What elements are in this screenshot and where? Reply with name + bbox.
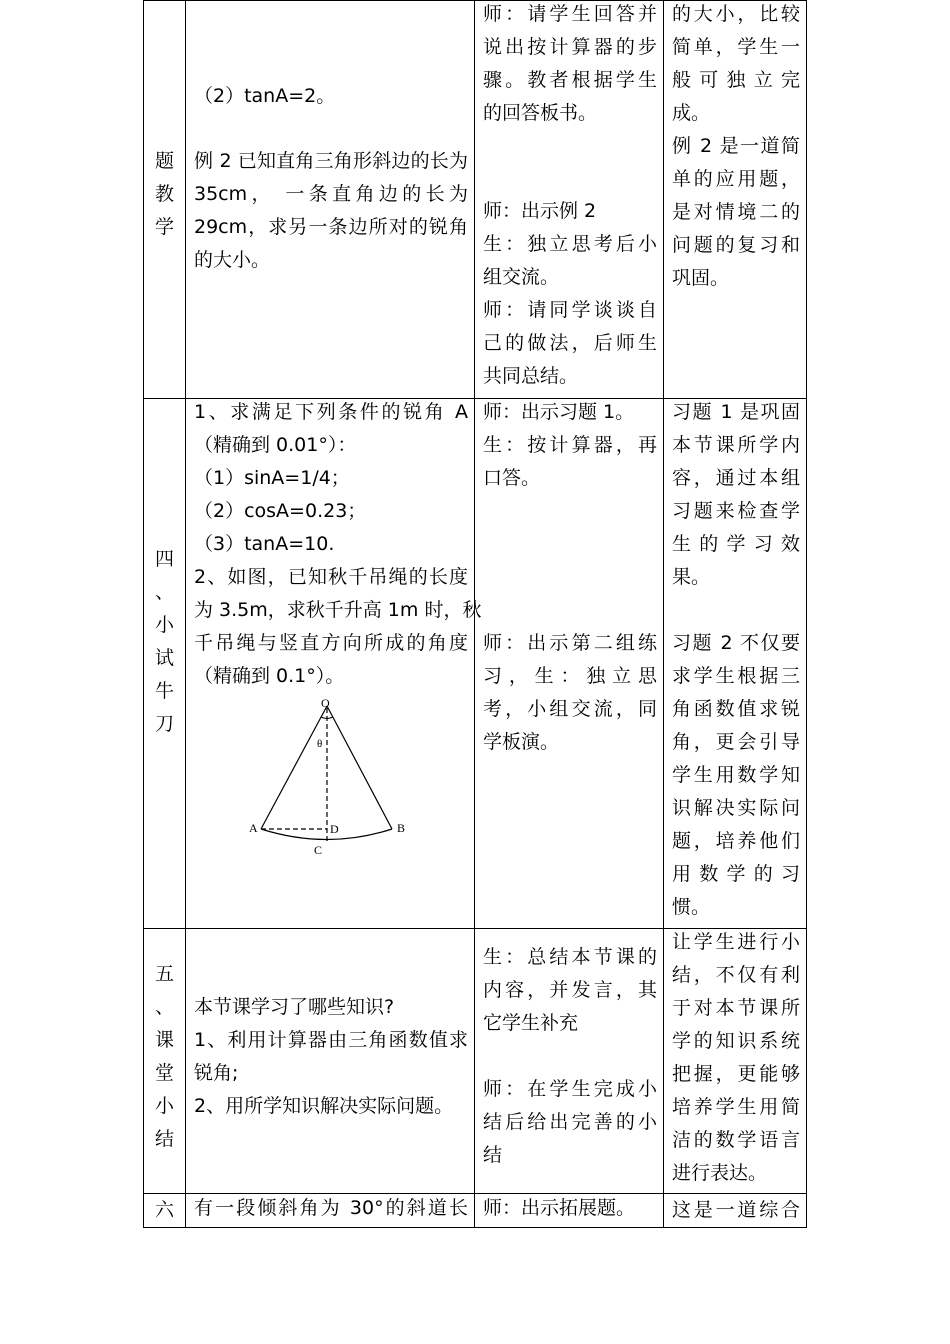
- activity-line: 习，生：独立思: [483, 665, 657, 687]
- intent-line: 题，培养他们: [672, 830, 800, 852]
- activity-cell: [475, 1, 664, 399]
- intent-line: 成。: [672, 102, 711, 124]
- activity-line: 口答。: [483, 467, 541, 489]
- intent-line: 单的应用题，: [672, 168, 800, 190]
- section-char: 学: [154, 216, 174, 238]
- section-cell: [144, 929, 186, 1194]
- intent-line: 果。: [672, 566, 711, 588]
- label-d: D: [330, 822, 339, 836]
- activity-line: 师：出示习题 1。: [483, 401, 635, 423]
- content-line: （1）sinA=1/4；: [194, 467, 350, 489]
- intent-cell: [664, 1, 807, 399]
- intent-line: 的大小，比较: [672, 3, 800, 25]
- section-char: 堂: [154, 1062, 174, 1084]
- content-line: （2）cosA=0.23；: [194, 500, 367, 522]
- content-line: 1、求满足下列条件的锐角 A: [194, 401, 468, 423]
- intent-cell: [664, 929, 807, 1194]
- content-line: 锐角;: [194, 1062, 239, 1084]
- section-char: 刀: [154, 713, 174, 735]
- intent-line: 这是一道综合: [672, 1199, 800, 1221]
- section-char: 小: [154, 614, 174, 636]
- intent-line: 角，更会引导: [672, 731, 800, 753]
- intent-line: 学生用数学知: [672, 764, 800, 786]
- table-row: [144, 929, 807, 1194]
- activity-line: 师：出示第二组练: [483, 632, 657, 654]
- content-cell: [186, 1194, 475, 1228]
- intent-line: 巩固。: [672, 267, 730, 289]
- table-row: [144, 399, 807, 929]
- intent-cell: [664, 1194, 807, 1228]
- intent-line: 简单，学生一: [672, 36, 800, 58]
- activity-line: 内容，并发言，其: [483, 979, 657, 1001]
- activity-line: 的回答板书。: [483, 102, 598, 124]
- activity-cell: [475, 929, 664, 1194]
- intent-line: 把握，更能够: [672, 1063, 800, 1085]
- intent-line: 识解决实际问: [672, 797, 800, 819]
- intent-line: 例 2 是一道简: [672, 135, 800, 157]
- intent-line: 求学生根据三: [672, 665, 800, 687]
- activity-cell: [475, 399, 664, 929]
- activity-line: 生：按计算器，再: [483, 434, 657, 456]
- content-line: 2、如图，已知秋千吊绳的长度: [194, 566, 468, 588]
- content-line: （精确到 0.1°）。: [194, 665, 345, 687]
- section-char: 教: [154, 183, 174, 205]
- activity-line: 说出按计算器的步: [483, 36, 657, 58]
- section-char: 结: [154, 1128, 174, 1150]
- activity-line: 骤。教者根据学生: [483, 69, 657, 91]
- label-c: C: [314, 843, 323, 857]
- content-cell: [186, 929, 475, 1194]
- content-line: 有一段倾斜角为 30°的斜道长: [194, 1197, 468, 1219]
- rope-ob: [327, 706, 392, 829]
- activity-line: 它学生补充: [483, 1012, 579, 1034]
- intent-line: 结，不仅有利: [672, 964, 800, 986]
- label-o: O: [321, 696, 330, 710]
- intent-line: 是对情境二的: [672, 201, 800, 223]
- swing-diagram: [186, 695, 474, 875]
- activity-cell: [475, 1194, 664, 1228]
- intent-line: 培养学生用简: [672, 1096, 800, 1118]
- activity-line: 师：请同学谈谈自: [483, 299, 657, 321]
- label-a: A: [249, 821, 258, 835]
- content-line: 29cm，求另一条边所对的锐角: [194, 216, 468, 238]
- content-cell: [186, 399, 482, 929]
- activity-line: 师：出示拓展题。: [483, 1197, 636, 1219]
- content-line: 千吊绳与竖直方向所成的角度: [194, 632, 468, 654]
- intent-line: 进行表达。: [672, 1162, 768, 1184]
- intent-line: 于对本节课所: [672, 997, 800, 1019]
- intent-line: 生的学习效: [672, 533, 800, 555]
- content-line: 的大小。: [194, 249, 271, 271]
- activity-line: 生：总结本节课的: [483, 946, 657, 968]
- activity-line: 结: [483, 1144, 503, 1166]
- content-line: 为 3.5m，求秋千升高 1m 时，秋: [194, 599, 482, 621]
- intent-line: 洁的数学语言: [672, 1129, 800, 1151]
- intent-line: 习题来检查学: [672, 500, 800, 522]
- intent-line: 习题 2 不仅要: [672, 632, 800, 654]
- activity-line: 己的做法，后师生: [483, 332, 657, 354]
- activity-line: 组交流。: [483, 266, 560, 288]
- table-row: [144, 1, 807, 399]
- section-char: 题: [154, 150, 174, 172]
- lesson-plan-table: [143, 0, 807, 1228]
- section-char: 牛: [154, 680, 174, 702]
- label-theta: θ: [317, 738, 323, 750]
- intent-line: 般可独立完: [672, 69, 800, 91]
- section-char: 六: [154, 1199, 174, 1221]
- label-b: B: [397, 821, 406, 835]
- content-line: 1、利用计算器由三角函数值求: [194, 1029, 468, 1051]
- section-char: 五: [154, 963, 174, 985]
- activity-line: 师：在学生完成小: [483, 1078, 657, 1100]
- content-line: （2）tanA=2。: [194, 85, 336, 107]
- activity-line: 师：请学生回答并: [483, 3, 657, 25]
- section-cell: [144, 1194, 186, 1228]
- intent-line: 惯。: [672, 896, 711, 918]
- section-char: 课: [154, 1029, 174, 1051]
- rope-oa: [261, 706, 327, 829]
- content-line: 35cm， 一条直角边的长为: [194, 183, 468, 205]
- content-line: 2、用所学知识解决实际问题。: [194, 1095, 454, 1117]
- intent-cell: [664, 399, 807, 929]
- section-cell: [144, 1, 186, 399]
- content-cell: [186, 1, 475, 399]
- content-line: （3）tanA=10.: [194, 533, 335, 555]
- intent-line: 问题的复习和: [672, 234, 800, 256]
- intent-line: 本节课所学内: [672, 434, 800, 456]
- activity-line: 学板演。: [483, 731, 560, 753]
- activity-line: 结后给出完善的小: [483, 1111, 657, 1133]
- intent-line: 让学生进行小: [672, 931, 800, 953]
- intent-line: 学的知识系统: [672, 1030, 800, 1052]
- section-cell: [144, 399, 186, 929]
- section-char: 、: [154, 581, 174, 603]
- table-row: [144, 1194, 807, 1228]
- activity-line: 生：独立思考后小: [483, 233, 657, 255]
- activity-line: 共同总结。: [483, 365, 579, 387]
- section-char: 试: [154, 647, 174, 669]
- intent-line: 角函数值求锐: [672, 698, 800, 720]
- intent-line: 用数学的习: [672, 863, 800, 885]
- section-char: 、: [154, 996, 174, 1018]
- activity-line: 考，小组交流，同: [483, 698, 657, 720]
- intent-line: 容，通过本组: [672, 467, 800, 489]
- activity-line: 师：出示例 2: [483, 200, 597, 222]
- section-char: 小: [154, 1095, 174, 1117]
- content-line: （精确到 0.01°）：: [194, 434, 357, 456]
- section-char: 四: [154, 548, 174, 570]
- content-line: 例 2 已知直角三角形斜边的长为: [194, 150, 468, 172]
- content-line: 本节课学习了哪些知识?: [194, 996, 395, 1018]
- intent-line: 习题 1 是巩固: [672, 401, 800, 423]
